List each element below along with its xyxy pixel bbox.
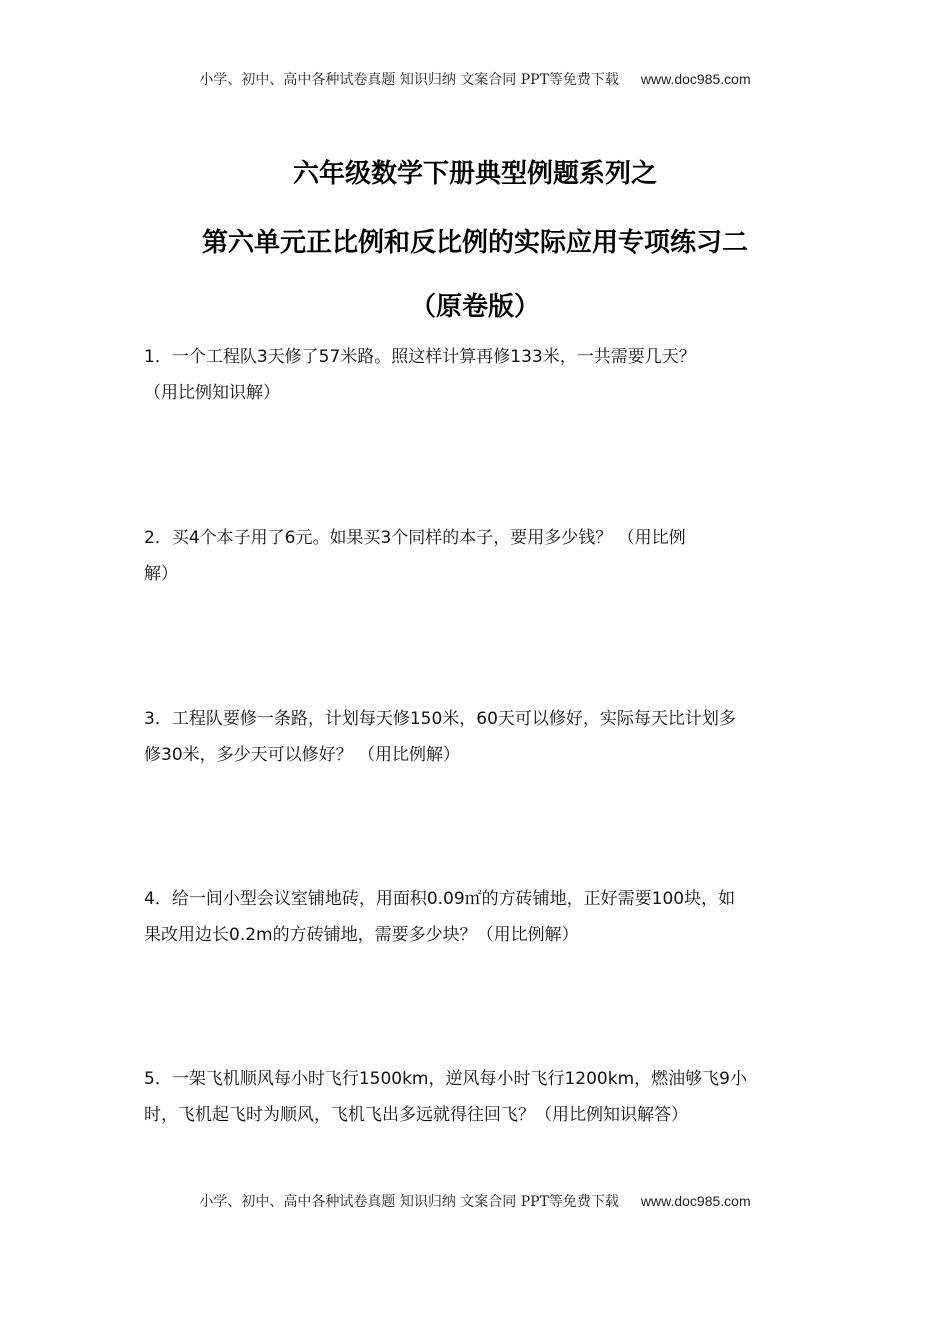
- question-2-line-1: 2．买4个本子用了6元。如果买3个同样的本子，要用多少钱？ （用比例: [144, 528, 686, 548]
- footer-site-link[interactable]: www.doc985.com: [640, 1193, 751, 1209]
- question-5-line-1: 5．一架飞机顺风每小时飞行1500km，逆风每小时飞行1200km，燃油够飞9小: [144, 1069, 747, 1089]
- document-title-line-1: 六年级数学下册典型例题系列之: [292, 159, 657, 189]
- question-1-line-1: 1．一个工程队3天修了57米路。照这样计算再修133米，一共需要几天？: [144, 347, 696, 367]
- page-footer: [0, 1191, 950, 1211]
- question-4: [144, 881, 814, 953]
- question-5-line-2: 时，飞机起飞时为顺风，飞机飞出多远就得往回飞？（用比例知识解答）: [144, 1105, 688, 1125]
- question-2: [144, 520, 814, 592]
- question-2-line-2: 解）: [144, 564, 178, 584]
- question-3-line-1: 3．工程队要修一条路，计划每天修150米，60天可以修好，实际每天比计划多: [144, 709, 736, 729]
- header-site-link[interactable]: www.doc985.com: [640, 71, 751, 87]
- document-title-line-2: 第六单元正比例和反比例的实际应用专项练习二: [201, 228, 748, 258]
- question-3-line-2: 修30米，多少天可以修好？ （用比例解）: [144, 745, 461, 765]
- question-5: [144, 1061, 814, 1133]
- question-3: [144, 701, 814, 773]
- page-header: [0, 69, 950, 89]
- question-4-line-2: 果改用边长0.2m的方砖铺地，需要多少块？（用比例解）: [144, 925, 579, 945]
- question-1-line-2: （用比例知识解）: [144, 383, 280, 403]
- question-4-line-1: 4．给一间小型会议室铺地砖，用面积0.09㎡的方砖铺地，正好需要100块，如: [144, 889, 736, 909]
- question-1: [144, 339, 814, 411]
- footer-text: 小学、初中、高中各种试卷真题 知识归纳 文案合同 PPT等免费下载: [199, 1194, 619, 1210]
- document-title-line-3: （原卷版）: [409, 292, 540, 322]
- header-text: 小学、初中、高中各种试卷真题 知识归纳 文案合同 PPT等免费下载: [199, 72, 619, 88]
